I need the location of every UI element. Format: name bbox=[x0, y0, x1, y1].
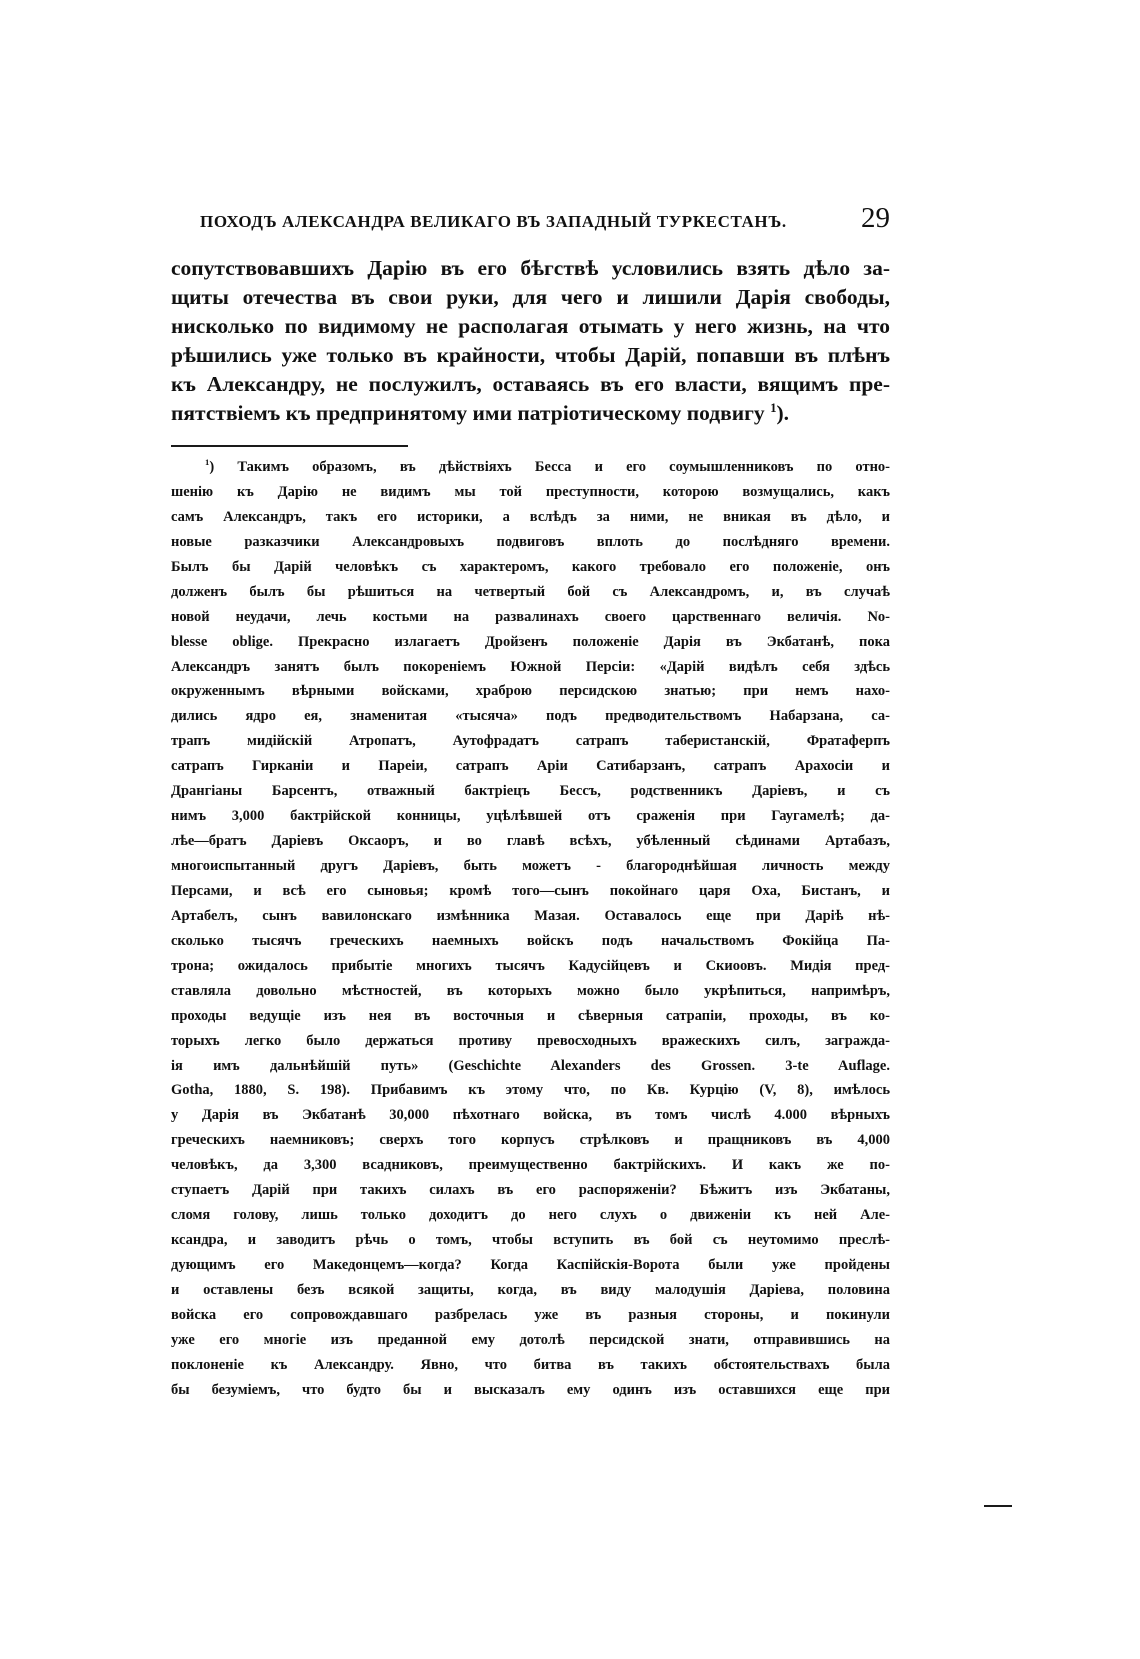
footnote-line: торыхъ легко было держаться противу превосходныхъ вражескихъ силъ, загражда- bbox=[171, 1032, 890, 1049]
main-text-line-end: пятствіемъ къ предпринятому ими патріотическому подвигу bbox=[171, 401, 765, 425]
footnote-line: Артабелъ, сынъ вавилонскаго измѣнника Мазая. Оставалось еще при Даріѣ нѣ- bbox=[171, 907, 890, 924]
footnote-line: лѣе—братъ Даріевъ Оксаоръ, и во главѣ всѣхъ, убѣленный сѣдинами Артабазъ, bbox=[171, 833, 890, 850]
footnote-line: греческихъ наемниковъ; сверхъ того корпусъ стрѣлковъ и пращниковъ въ 4,000 bbox=[171, 1132, 890, 1149]
footnote-line: сколько тысячъ греческихъ наемныхъ войскъ подъ начальствомъ Фокійца Па- bbox=[171, 932, 890, 949]
footnote-line: долженъ былъ бы рѣшиться на четвертый бой съ Александромъ, и, въ случаѣ bbox=[171, 583, 890, 600]
footnote-marker: 1 bbox=[205, 457, 210, 468]
footnote-line: проходы ведущіе изъ нея въ восточныя и сѣверныя сатрапіи, проходы, въ ко- bbox=[171, 1007, 890, 1024]
footnote-line: шенію къ Дарію не видимъ мы той преступности, которою возмущались, какъ bbox=[171, 483, 890, 500]
margin-dash-mark bbox=[984, 1505, 1012, 1507]
footnote-line: трапъ мидійскій Атропатъ, Аутофрадатъ сатрапъ таберистанскій, Фратаферпъ bbox=[171, 733, 890, 750]
footnote-line: поклоненіе къ Александру. Явно, что битва въ такихъ обстоятельствахъ была bbox=[171, 1356, 890, 1373]
footnote-line-first bbox=[171, 455, 890, 480]
footnote-line: самъ Александръ, такъ его историки, а вслѣдъ за ними, не вникая въ дѣло, и bbox=[171, 508, 890, 525]
main-text-line: сопутствовавшихъ Дарію въ его бѣгствѣ условились взять дѣло за- bbox=[171, 256, 890, 280]
footnote-line: у Дарія въ Экбатанѣ 30,000 пѣхотнаго войска, въ томъ числѣ 4.000 вѣрныхъ bbox=[171, 1107, 890, 1124]
footnote-line: сатрапъ Гирканіи и Пареіи, сатрапъ Аріи Сатибарзанъ, сатрапъ Арахосіи и bbox=[171, 758, 890, 775]
footnote-line: ставляла довольно мѣстностей, въ которыхъ можно было укрѣпиться, напримѣръ, bbox=[171, 982, 890, 999]
footnote-line: Александръ занятъ былъ покореніемъ Южной Персіи: «Дарій видѣлъ себя здѣсь bbox=[171, 658, 890, 675]
footnote-reference: 1 bbox=[770, 400, 777, 415]
footnote-line: Gotha, 1880, S. 198). Прибавимъ къ этому что, по Кв. Курцію (V, 8), имѣлось bbox=[171, 1082, 890, 1099]
footnote-line: ступаетъ Дарій при такихъ силахъ въ его распоряженіи? Бѣжитъ изъ Экбатаны, bbox=[171, 1182, 890, 1199]
footnote-line: нимъ 3,000 бактрійской конницы, уцѣлѣвшей отъ сраженія при Гаугамелѣ; да- bbox=[171, 808, 890, 825]
main-text-line: нисколько по видимому не располагая отымать у него жизнь, на что bbox=[171, 314, 890, 338]
footnote-line: дились ядро ея, знаменитая «тысяча» подъ предводительствомъ Набарзана, са- bbox=[171, 708, 890, 725]
footnote-line: ксандра, и заводитъ рѣчь о томъ, чтобы вступить въ бой съ неутомимо преслѣ- bbox=[171, 1232, 890, 1249]
main-text-line-last bbox=[171, 399, 890, 428]
main-text-closing: ). bbox=[776, 401, 790, 425]
footnote-line: blesse oblige. Прекрасно излагаетъ Дройзенъ положеніе Дарія въ Экбатанѣ, пока bbox=[171, 633, 890, 650]
footnote-line: дующимъ его Македонцемъ—когда? Когда Каспійскія-Ворота были уже пройдены bbox=[171, 1257, 890, 1273]
footnote bbox=[171, 455, 890, 1403]
page-number: 29 bbox=[861, 202, 890, 234]
footnote-line: новые разказчики Александровыхъ подвиговъ вплоть до послѣдняго времени. bbox=[171, 533, 890, 550]
footnote-line: новой неудачи, лечь костьми на развалинахъ своего царственнаго величія. No- bbox=[171, 608, 890, 625]
footnote-line: многоиспытанный другъ Даріевъ, быть можетъ - благороднѣйшая личность между bbox=[171, 858, 890, 874]
footnote-line: трона; ожидалось прибытіе многихъ тысячъ Кадусійцевъ и Скиоовъ. Мидія пред- bbox=[171, 957, 890, 974]
footnote-separator-rule bbox=[171, 445, 408, 447]
footnote-marker-close: ) bbox=[209, 459, 215, 475]
footnote-line: Былъ бы Дарій человѣкъ съ характеромъ, какого требовало его положеніе, онъ bbox=[171, 558, 890, 575]
footnote-line-text: Такимъ образомъ, въ дѣйствіяхъ Бесса и его соумышленниковъ по отно- bbox=[237, 459, 890, 475]
footnote-line: окруженнымъ вѣрными войсками, храброю персидскою знатью; при немъ нахо- bbox=[171, 683, 890, 700]
footnote-line: уже его многіе изъ преданной ему дотолѣ персидской знати, отправившись на bbox=[171, 1331, 890, 1348]
running-head bbox=[200, 202, 890, 242]
footnote-line: Дрангіаны Барсентъ, отважный бактріецъ Бессъ, родственникъ Даріевъ, и съ bbox=[171, 783, 890, 800]
footnote-line: и оставлены безъ всякой защиты, когда, въ виду малодушія Даріева, половина bbox=[171, 1281, 890, 1298]
footnote-line: войска его сопровождавшаго разбрелась уже въ разныя стороны, и покинули bbox=[171, 1306, 890, 1323]
footnote-line: человѣкъ, да 3,300 всадниковъ, преимущественно бактрійскихъ. И какъ же по- bbox=[171, 1157, 890, 1174]
footnote-line: Персами, и всѣ его сыновья; кромѣ того—сынъ покойнаго царя Оха, Бистанъ, и bbox=[171, 882, 890, 899]
main-text-line: щиты отечества въ свои руки, для чего и лишили Дарія свободы, bbox=[171, 285, 890, 309]
footnote-line: бы безуміемъ, что будто бы и высказалъ ему одинъ изъ оставшихся еще при bbox=[171, 1381, 890, 1398]
running-title: ПОХОДЪ АЛЕКСАНДРА ВЕЛИКАГО ВЪ ЗАПАДНЫЙ ТУРКЕСТАНЪ. bbox=[200, 212, 787, 231]
main-text-line: къ Александру, не послужилъ, оставаясь въ его власти, вящимъ пре- bbox=[171, 372, 890, 396]
main-paragraph bbox=[171, 254, 890, 428]
main-text-line: рѣшились уже только въ крайности, чтобы Дарій, попавши въ плѣнъ bbox=[171, 343, 890, 367]
footnote-line: ія имъ дальнѣйшій путь» (Geschichte Alexanders des Grossen. 3-te Auflage. bbox=[171, 1057, 890, 1074]
footnote-line: сломя голову, лишь только доходитъ до него слухъ о движеніи къ ней Але- bbox=[171, 1207, 890, 1224]
